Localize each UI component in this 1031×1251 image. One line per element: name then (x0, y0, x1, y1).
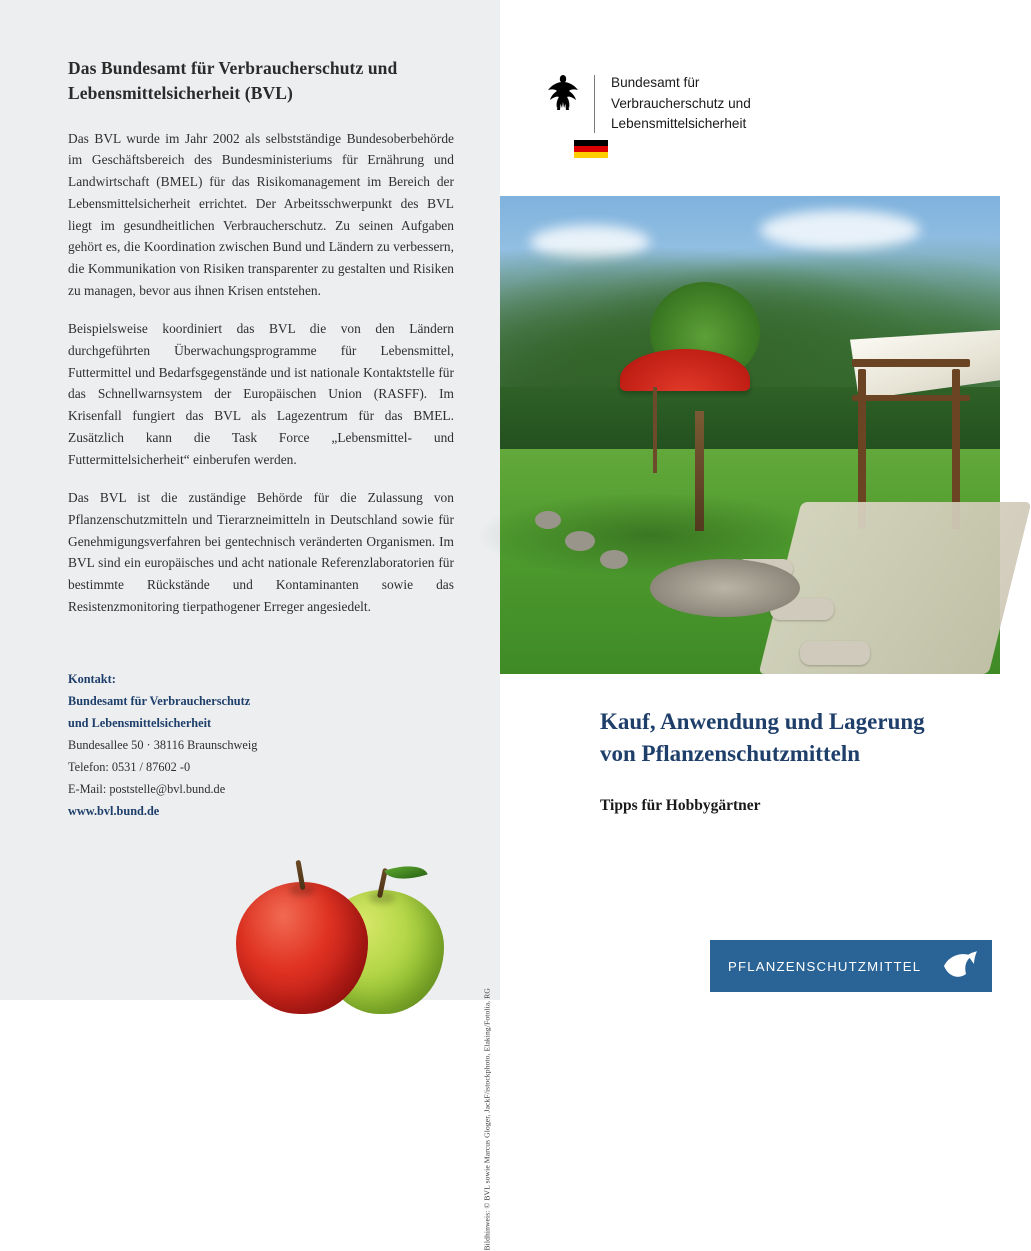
banner-label: PFLANZENSCHUTZMITTEL (728, 958, 922, 974)
contact-address: Bundesallee 50 · 38116 Braunschweig (68, 738, 258, 753)
body-paragraph-3: Das BVL ist die zuständige Behörde für die Zulassung von Pflanzenschutzmitteln und Tierarzneimitteln in Deutschland sowie für Genehmigungsverfahren bei gentechnisch veränderten Organismen. Im BVL sind ein europäisches und acht nationale Referenzlaboratorien für bestimmte Rückstände und Kontaminanten sowie das Resistenzmonitoring tierpathogener Erreger angesiedelt. (68, 490, 454, 614)
contact-org-line2: und Lebensmittelsicherheit (68, 716, 212, 731)
pflanzenschutzmittel-banner (710, 940, 992, 992)
cover-headline (600, 706, 972, 769)
photo-flowerbed (650, 559, 800, 617)
left-column (0, 0, 500, 1251)
cover-headline-line1: Kauf, Anwendung und Lagerung (600, 709, 925, 734)
photo-stepping-stone (800, 641, 870, 665)
fish-logo-icon (938, 946, 978, 986)
body-paragraph-2: Beispielsweise koordiniert das BVL die von den Ländern durchgeführten Überwachungsprogramme für Lebensmittel, Futtermittel und Bedarfsgegenstände und ist nationale Kontaktstelle für das Schnellwarnsystem der Europäischen Union (RASFF). Im Krisenfall fungiert das BVL als Lagezentrum für das BMEL. Zusätzlich kann die Task Force „Lebensmittel- und Futtermittelsicherheit“ einberufen werden. (68, 321, 454, 467)
cover-text-block (600, 706, 972, 815)
photo-umbrella-pole (653, 387, 657, 473)
cover-subhead: Tipps für Hobbygärtner (600, 797, 761, 815)
cover-headline-line2: von Pflanzenschutzmitteln (600, 740, 861, 766)
body-paragraph-1: Das BVL wurde im Jahr 2002 als selbstständige Bundesoberbehörde im Geschäftsbereich des Bundesministeriums für Ernährung und Landwirtschaft (BMEL) für das Risikomanagement im Bereich der Lebensmittelsicherheit errichtet. Der Arbeitsschwerpunkt des BVL liegt im gesundheitlichen Verbraucherschutz. Zu seinen Aufgaben gehört es, die Koordination zwischen Bund und Ländern zu verbessern, die Kommunikation von Risiken transparenter zu gestalten und Risiken zu managen, bevor aus ihnen Krisen entstehen. (68, 130, 454, 298)
contact-org-line1: Bundesamt für Verbraucherschutz (68, 694, 251, 709)
logo-divider (594, 75, 595, 133)
logo-text-line2: Verbraucherschutz und (611, 95, 751, 111)
image-credit: Bildhinweis: © BVL sowie Marcus Gloger, JackF/istockphoto, Elaking/Fotolia, RG (483, 988, 492, 1251)
logo-text-line1: Bundesamt für (611, 75, 700, 91)
photo-rock (600, 550, 628, 569)
photo-tree-trunk (695, 411, 704, 531)
contact-phone: Telefon: 0531 / 87602 -0 (68, 759, 191, 774)
contact-block (68, 669, 454, 822)
apples-illustration (228, 868, 464, 1018)
logo-text (611, 73, 751, 135)
german-flag-icon (574, 140, 608, 158)
contact-label: Kontakt: (68, 672, 116, 687)
cover-photo (500, 196, 1000, 674)
federal-eagle-icon (546, 66, 580, 112)
right-column (500, 0, 1000, 1000)
page-title: Das Bundesamt für Verbraucherschutz und Lebensmittelsicherheit (BVL) (68, 58, 398, 103)
logo-text-line3: Lebensmittelsicherheit (611, 116, 747, 132)
contact-email: E-Mail: poststelle@bvl.bund.de (68, 781, 226, 796)
federal-logo-card (518, 18, 990, 190)
red-apple-icon (236, 882, 368, 1014)
photo-rock (565, 531, 595, 551)
apple-leaf-icon (384, 858, 427, 887)
contact-website-link[interactable]: www.bvl.bund.de (68, 803, 160, 818)
